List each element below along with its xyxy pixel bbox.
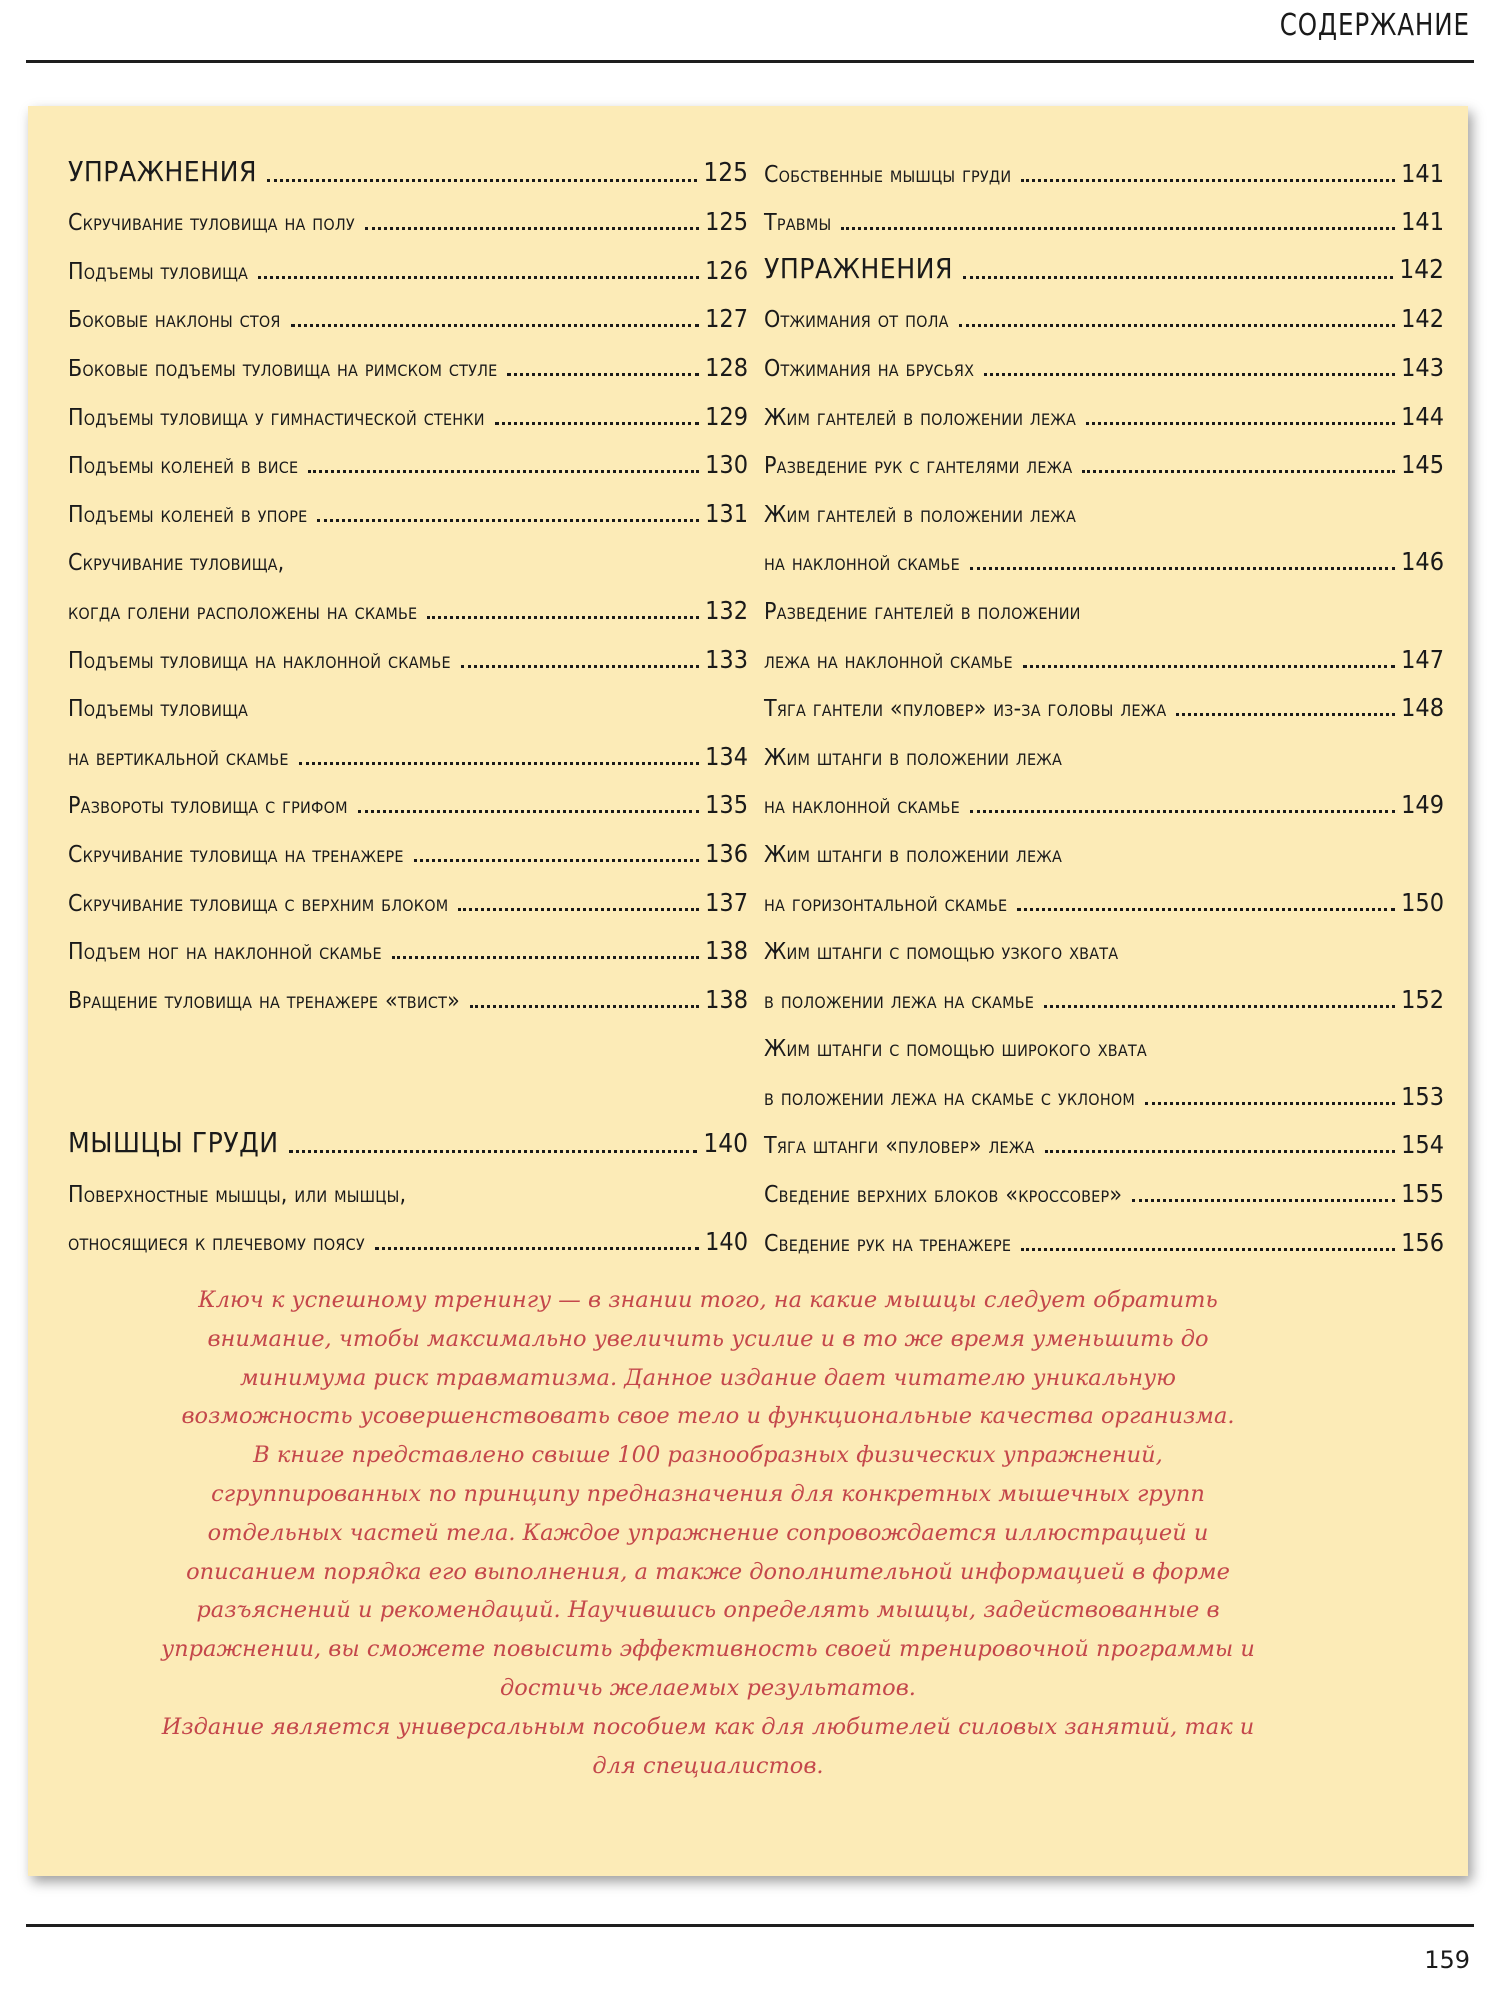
toc-category[interactable] xyxy=(764,241,1444,290)
section-title: СОДЕРЖАНИЕ xyxy=(1279,8,1470,43)
toc-entry-label: Скручивание туловища с верхним блоком xyxy=(68,890,449,917)
toc-entry[interactable] xyxy=(764,630,1444,679)
toc-page-number: 144 xyxy=(1401,401,1444,431)
description-paragraph: В книге представлено свыше 100 разнообразных физических упражнений, сгруппированных по принципу предназначения для конкретных мышечных групп отдельных частей тела. Каждое упражнение сопровождается иллюстрацией и описанием порядка его выполнения, а также дополнительной информацией в форме разъяснений и рекомендаций. Научившись определять мышцы, задействованные в упражнении, вы сможете повысить эффективность своей тренировочной программы и достичь желаемых результатов. xyxy=(161,1442,1255,1701)
bottom-rule xyxy=(26,1924,1474,1927)
toc-page-number: 126 xyxy=(705,255,748,285)
toc-entry[interactable] xyxy=(68,338,748,387)
toc-entry-label: Жим гантелей в положении лежа xyxy=(764,404,1077,431)
toc-entry-label: Боковые подъемы туловища на римском стуле xyxy=(68,355,498,382)
toc-entry[interactable] xyxy=(68,824,748,873)
toc-entry-label: Подъемы туловища у гимнастической стенки xyxy=(68,404,485,431)
toc-page-number: 148 xyxy=(1401,693,1444,723)
toc-entry-label: Собственные мышцы груди xyxy=(764,161,1012,188)
toc-entry[interactable] xyxy=(764,970,1444,1019)
toc-page-number: 137 xyxy=(705,887,748,917)
dot-leader xyxy=(959,324,1395,327)
toc-entry[interactable] xyxy=(764,1019,1444,1068)
dot-leader xyxy=(427,616,699,619)
toc-entry-label: на горизонтальной скамье xyxy=(764,890,1008,917)
dot-leader xyxy=(458,908,699,911)
toc-entry[interactable] xyxy=(764,144,1444,193)
dot-leader xyxy=(461,665,699,668)
toc-entry[interactable] xyxy=(68,630,748,679)
dot-leader xyxy=(299,762,699,765)
dot-leader xyxy=(1044,1005,1395,1008)
dot-leader xyxy=(291,324,699,327)
toc-page-number: 155 xyxy=(1401,1179,1444,1209)
dot-leader xyxy=(963,276,1393,279)
toc-entry[interactable] xyxy=(764,1067,1444,1116)
toc-entry-label: Скручивание туловища на тренажере xyxy=(68,841,404,868)
toc-entry-label: когда голени расположены на скамье xyxy=(68,598,418,625)
toc-category[interactable] xyxy=(68,1116,748,1165)
toc-entry-label: Сведение рук на тренажере xyxy=(764,1230,1012,1257)
toc-entry-label: Поверхностные мышцы, или мышцы, xyxy=(68,1181,407,1208)
toc-entry[interactable] xyxy=(764,776,1444,825)
dot-leader xyxy=(289,1150,698,1153)
toc-page-number: 150 xyxy=(1401,887,1444,917)
toc-entry-label: УПРАЖНЕНИЯ xyxy=(68,154,258,188)
toc-entry[interactable] xyxy=(764,581,1444,630)
toc-entry[interactable] xyxy=(764,387,1444,436)
toc-page-number: 132 xyxy=(705,595,748,625)
dot-leader xyxy=(1086,422,1395,425)
dot-leader xyxy=(495,422,699,425)
toc-entry-label: Скручивание туловища, xyxy=(68,550,285,577)
toc-entry-label: в положении лежа на скамье с уклоном xyxy=(764,1084,1136,1111)
toc-entry[interactable] xyxy=(764,873,1444,922)
dot-leader xyxy=(1176,713,1395,716)
toc-entry-label: Тяга гантели «пуловер» из-за головы лежа xyxy=(764,696,1167,723)
toc-entry[interactable] xyxy=(68,776,748,825)
toc-entry-label: УПРАЖНЕНИЯ xyxy=(764,251,954,285)
toc-entry[interactable] xyxy=(764,727,1444,776)
toc-page-number: 156 xyxy=(1401,1227,1444,1257)
toc-entry-label: Подъемы коленей в висе xyxy=(68,453,299,480)
toc-entry-label: лежа на наклонной скамье xyxy=(764,647,1013,674)
toc-entry[interactable] xyxy=(764,436,1444,485)
dot-leader xyxy=(470,1005,699,1008)
toc-entry[interactable] xyxy=(764,1116,1444,1165)
toc-page-number: 134 xyxy=(705,741,748,771)
dot-leader xyxy=(1082,470,1395,473)
toc-page-number: 140 xyxy=(705,1227,748,1257)
toc-entry[interactable] xyxy=(68,241,748,290)
dot-leader xyxy=(308,470,699,473)
page-number: 159 xyxy=(1424,1946,1470,1974)
toc-entry-label: на наклонной скамье xyxy=(764,550,960,577)
toc-entry-label: МЫШЦЫ ГРУДИ xyxy=(68,1126,279,1160)
toc-page-number: 152 xyxy=(1401,984,1444,1014)
toc-entry[interactable] xyxy=(68,484,748,533)
toc-entry-label: Жим штанги с помощью узкого хвата xyxy=(764,939,1119,966)
toc-entry-label: Травмы xyxy=(764,210,832,237)
toc-page-number: 142 xyxy=(1399,254,1444,285)
toc-page-number: 125 xyxy=(703,157,748,188)
toc-page-number: 138 xyxy=(705,936,748,966)
toc-page-number: 131 xyxy=(705,498,748,528)
toc-entry-label: Подъемы туловища на наклонной скамье xyxy=(68,647,451,674)
toc-page-number: 149 xyxy=(1401,790,1444,820)
toc-entry-label: Развороты туловища с грифом xyxy=(68,793,348,820)
toc-entry[interactable] xyxy=(68,679,748,728)
toc-entry[interactable] xyxy=(764,290,1444,339)
dot-leader xyxy=(1021,179,1395,182)
toc-entry-label: Жим штанги с помощью широкого хвата xyxy=(764,1036,1147,1063)
toc-entry-label: Вращение туловища на тренажере «твист» xyxy=(68,987,460,1014)
toc-entry-label: в положении лежа на скамье xyxy=(764,987,1035,1014)
toc-entry-label: Подъемы туловища xyxy=(68,696,249,723)
toc-right-column xyxy=(764,144,1444,1262)
toc-entry-label: Скручивание туловища на полу xyxy=(68,210,355,237)
toc-page-number: 145 xyxy=(1401,450,1444,480)
toc-page-number: 143 xyxy=(1401,352,1444,382)
dot-leader xyxy=(1145,1102,1395,1105)
toc-entry[interactable] xyxy=(68,1213,748,1262)
toc-entry[interactable] xyxy=(68,436,748,485)
toc-entry[interactable] xyxy=(764,1213,1444,1262)
top-rule xyxy=(26,60,1474,63)
toc-entry-label: Отжимания от пола xyxy=(764,307,949,334)
toc-page-number: 135 xyxy=(705,790,748,820)
dot-leader xyxy=(507,373,699,376)
dot-leader xyxy=(970,810,1395,813)
toc-entry-label: Подъемы коленей в упоре xyxy=(68,501,308,528)
toc-page-number: 133 xyxy=(705,644,748,674)
toc-entry-label: Разведение рук с гантелями лежа xyxy=(764,453,1073,480)
toc-entry[interactable] xyxy=(68,727,748,776)
toc-entry[interactable] xyxy=(68,873,748,922)
dot-leader xyxy=(841,227,1395,230)
toc-page-number: 128 xyxy=(705,352,748,382)
toc-entry[interactable] xyxy=(764,338,1444,387)
toc-entry-label: Подъем ног на наклонной скамье xyxy=(68,939,382,966)
toc-entry[interactable] xyxy=(68,193,748,242)
toc-entry-label: Разведение гантелей в положении xyxy=(764,598,1081,625)
dot-leader xyxy=(392,956,699,959)
toc-entry[interactable] xyxy=(764,484,1444,533)
toc-entry-label: относящиеся к плечевому поясу xyxy=(68,1230,365,1257)
toc-page-number: 142 xyxy=(1401,304,1444,334)
toc-page-number: 127 xyxy=(705,304,748,334)
toc-category[interactable] xyxy=(68,144,748,193)
toc-entry[interactable] xyxy=(764,533,1444,582)
toc-entry-label: Жим штанги в положении лежа xyxy=(764,841,1062,868)
toc-entry[interactable] xyxy=(68,533,748,582)
toc-entry[interactable] xyxy=(68,970,748,1019)
toc-entry-label: Тяга штанги «пуловер» лежа xyxy=(764,1133,1035,1160)
toc-entry-label: на наклонной скамье xyxy=(764,793,960,820)
toc-page-number: 147 xyxy=(1401,644,1444,674)
toc-page-number: 125 xyxy=(705,207,748,237)
toc-page-number: 141 xyxy=(1401,207,1444,237)
toc-entry[interactable] xyxy=(764,922,1444,971)
toc-page-number: 130 xyxy=(705,450,748,480)
toc-entry[interactable] xyxy=(68,387,748,436)
toc-entry[interactable] xyxy=(68,922,748,971)
toc-entry-label: Жим гантелей в положении лежа xyxy=(764,501,1077,528)
toc-entry-label: на вертикальной скамье xyxy=(68,744,289,771)
dot-leader xyxy=(258,276,699,279)
dot-leader xyxy=(970,567,1395,570)
toc-page-number: 146 xyxy=(1401,547,1444,577)
description-paragraph: Ключ к успешному тренингу — в знании того, на какие мышцы следует обратить внимание, чтобы максимально увеличить усилие и в то же время уменьшить до минимума риск травматизма. Данное издание дает читателю уникальную возможность усовершенствовать свое тело и функциональные качества организма. xyxy=(181,1287,1235,1430)
dot-leader xyxy=(358,810,699,813)
dot-leader xyxy=(1045,1150,1396,1153)
toc-entry[interactable] xyxy=(68,1164,748,1213)
toc-page-number: 140 xyxy=(703,1129,748,1160)
toc-page-number: 153 xyxy=(1401,1081,1444,1111)
toc-entry[interactable] xyxy=(764,1164,1444,1213)
toc-entry-label: Боковые наклоны стоя xyxy=(68,307,281,334)
dot-leader xyxy=(365,227,699,230)
toc-entry[interactable] xyxy=(764,679,1444,728)
book-description xyxy=(158,1281,1258,1785)
toc-page-number: 136 xyxy=(705,838,748,868)
toc-page-number: 129 xyxy=(705,401,748,431)
toc-left-column xyxy=(68,144,748,1261)
dot-leader xyxy=(414,859,699,862)
toc-entry-label: Сведение верхних блоков «кроссовер» xyxy=(764,1182,1123,1209)
toc-entry[interactable] xyxy=(764,824,1444,873)
dot-leader xyxy=(375,1247,699,1250)
dot-leader xyxy=(984,373,1395,376)
toc-entry-label: Отжимания на брусьях xyxy=(764,355,975,382)
dot-leader xyxy=(267,179,697,182)
dot-leader xyxy=(1021,1248,1395,1251)
toc-entry-label: Подъемы туловища xyxy=(68,258,249,285)
toc-entry-label: Жим штанги в положении лежа xyxy=(764,744,1062,771)
toc-page-number: 141 xyxy=(1401,158,1444,188)
dot-leader xyxy=(1132,1199,1395,1202)
contents-panel xyxy=(28,106,1468,1876)
description-paragraph: Издание является универсальным пособием как для любителей силовых занятий, так и для специалистов. xyxy=(161,1713,1255,1779)
toc-page-number: 138 xyxy=(705,984,748,1014)
toc-gap xyxy=(68,1019,748,1116)
dot-leader xyxy=(317,519,699,522)
toc-page-number: 154 xyxy=(1401,1130,1444,1160)
dot-leader xyxy=(1017,908,1395,911)
dot-leader xyxy=(1023,665,1395,668)
toc-entry[interactable] xyxy=(764,193,1444,242)
toc-entry[interactable] xyxy=(68,581,748,630)
toc-entry[interactable] xyxy=(68,290,748,339)
